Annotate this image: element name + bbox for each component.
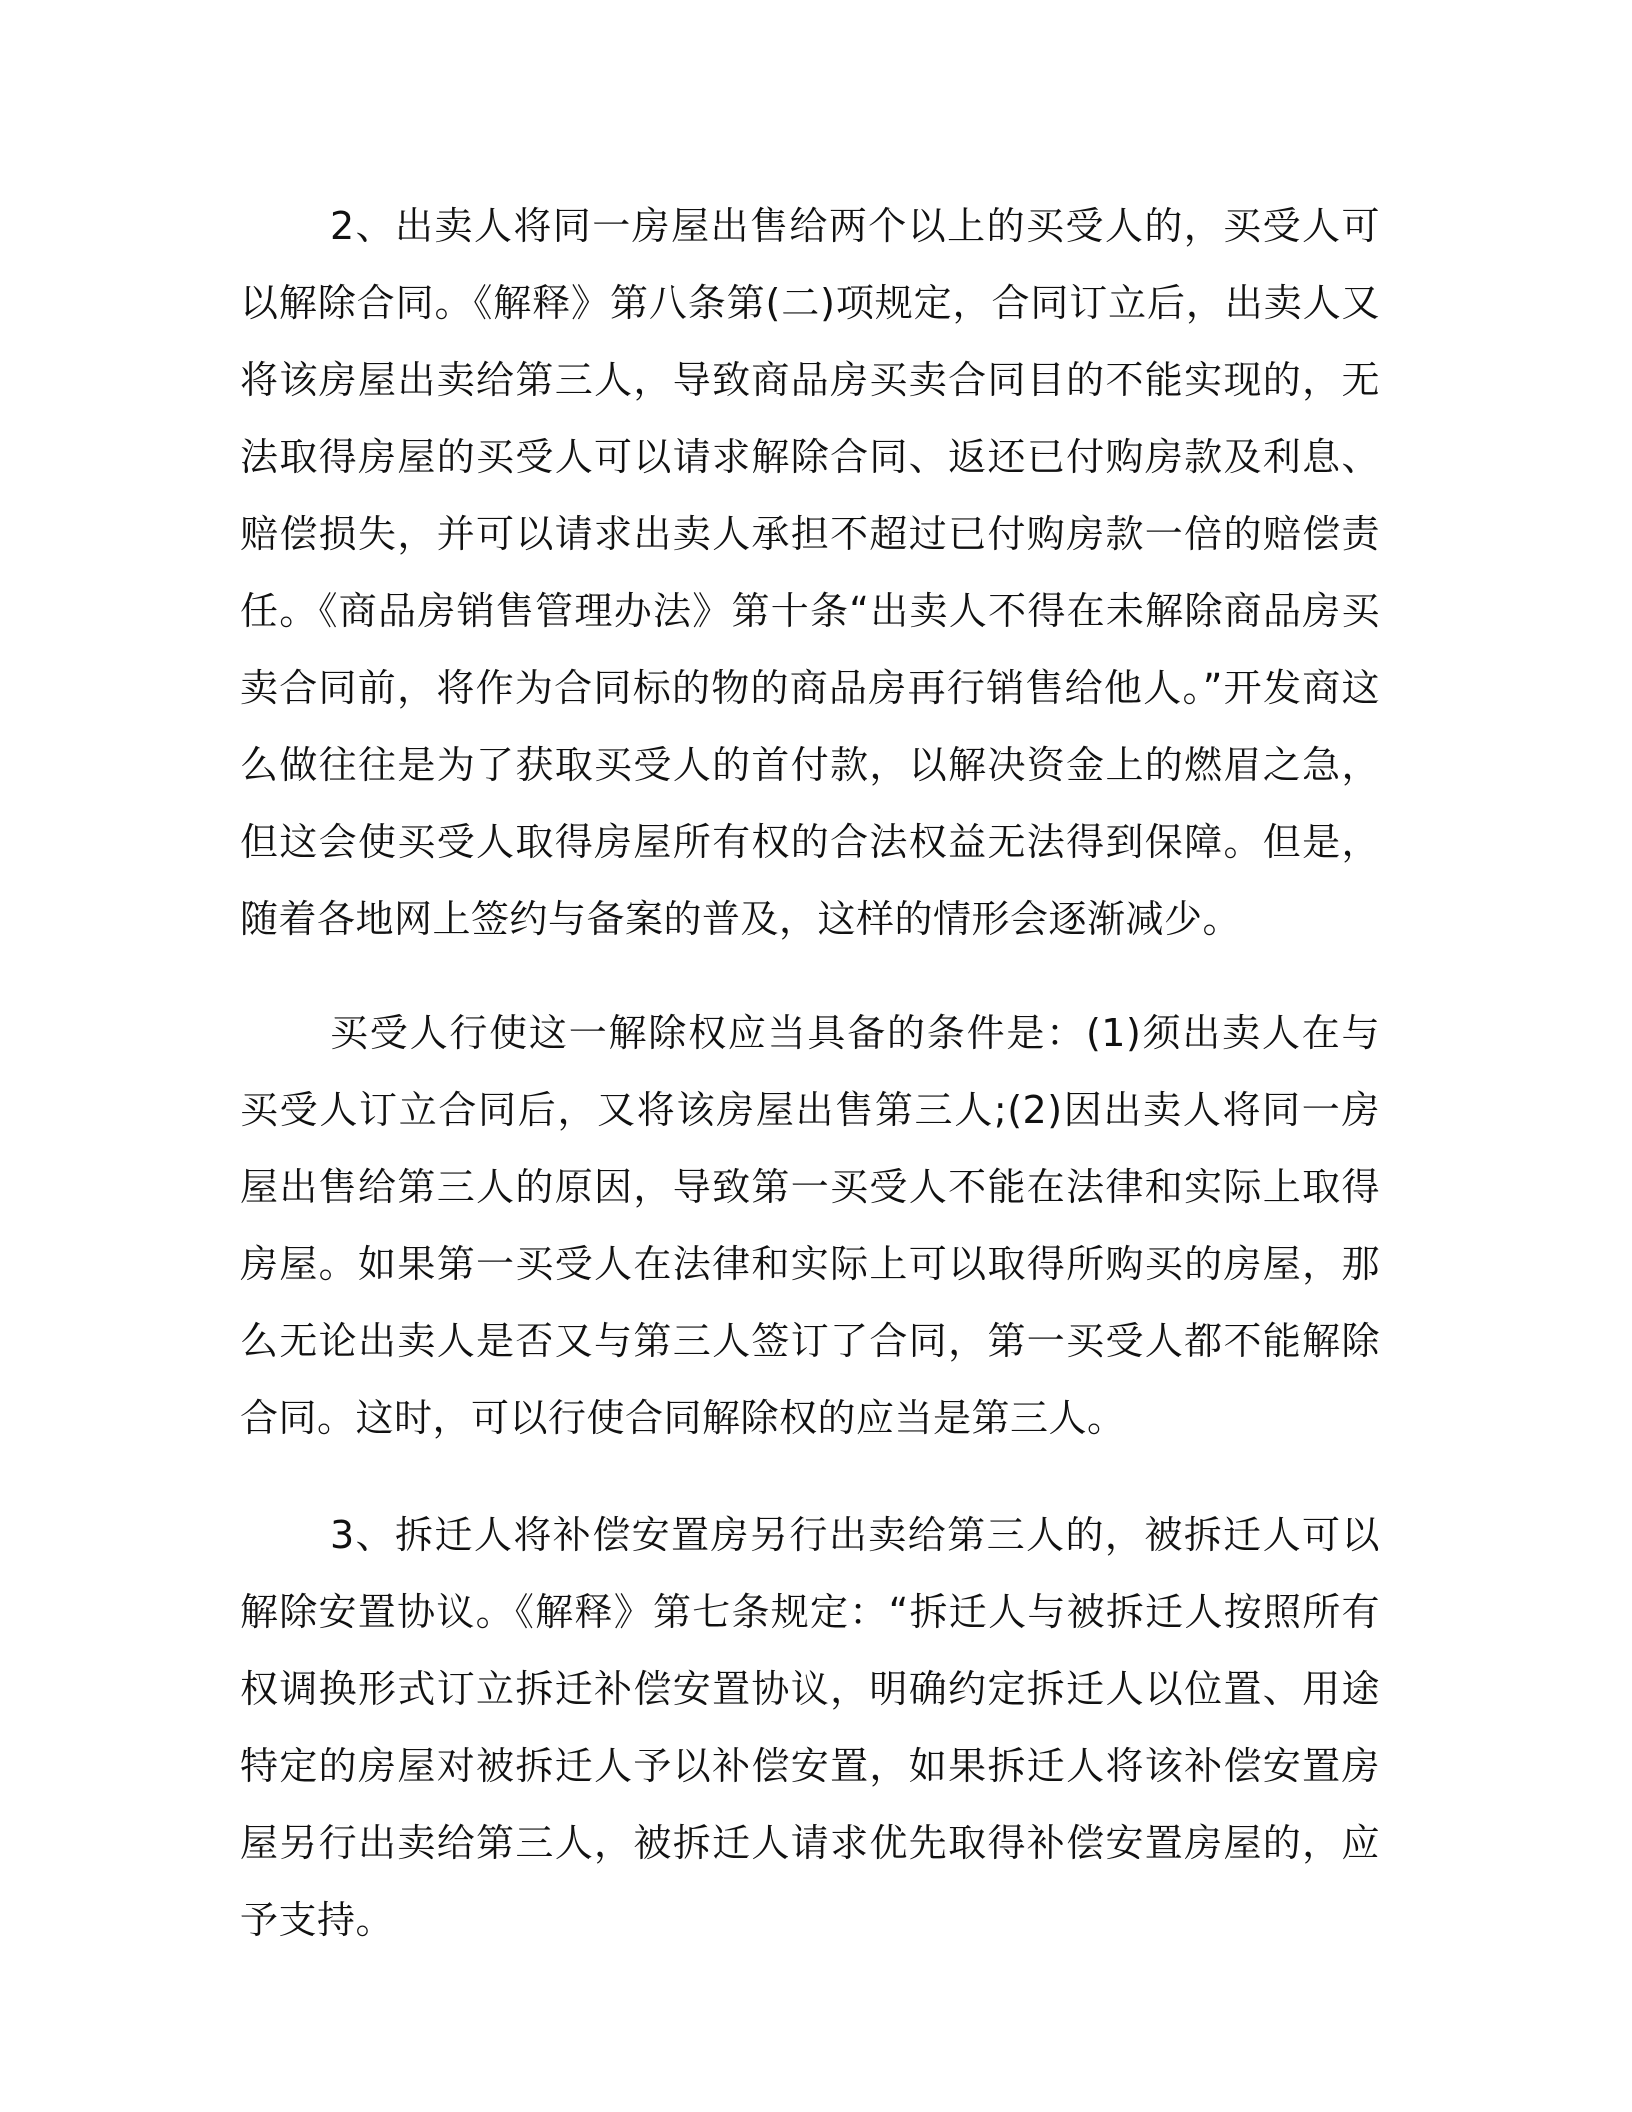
paragraph-seller-double-sale: 2、出卖人将同一房屋出售给两个以上的买受人的，买受人可以解除合同。《解释》第八条第(二)项规定，合同订立后，出卖人又将该房屋出卖给第三人，导致商品房买卖合同目的不能实现的，无法取得房屋的买受人可以请求解除合同、返还已付购房款及利息、赔偿损失，并可以请求出卖人承担不超过已付购房款一倍的赔偿责任。《商品房销售管理办法》第十条“出卖人不得在未解除商品房买卖合同前，将作为合同标的物的商品房再行销售给他人。”开发商这么做往往是为了获取买受人的首付款，以解决资金上的燃眉之急，但这会使买受人取得房屋所有权的合法权益无法得到保障。但是，随着各地网上签约与备案的普及，这样的情形会逐渐减少。	[240, 204, 1380, 941]
paragraph-rescission-conditions: 买受人行使这一解除权应当具备的条件是：(1)须出卖人在与买受人订立合同后，又将该房屋出售第三人;(2)因出卖人将同一房屋出售给第三人的原因，导致第一买受人不能在法律和实际上取得房屋。如果第一买受人在法律和实际上可以取得所购买的房屋，那么无论出卖人是否又与第三人签订了合同，第一买受人都不能解除合同。这时，可以行使合同解除权的应当是第三人。	[240, 1011, 1380, 1440]
document-body	[240, 188, 1380, 1959]
paragraph-demolition-resale: 3、拆迁人将补偿安置房另行出卖给第三人的，被拆迁人可以解除安置协议。《解释》第七条规定：“拆迁人与被拆迁人按照所有权调换形式订立拆迁补偿安置协议，明确约定拆迁人以位置、用途特定的房屋对被拆迁人予以补偿安置，如果拆迁人将该补偿安置房屋另行出卖给第三人，被拆迁人请求优先取得补偿安置房屋的，应予支持。	[240, 1513, 1380, 1942]
